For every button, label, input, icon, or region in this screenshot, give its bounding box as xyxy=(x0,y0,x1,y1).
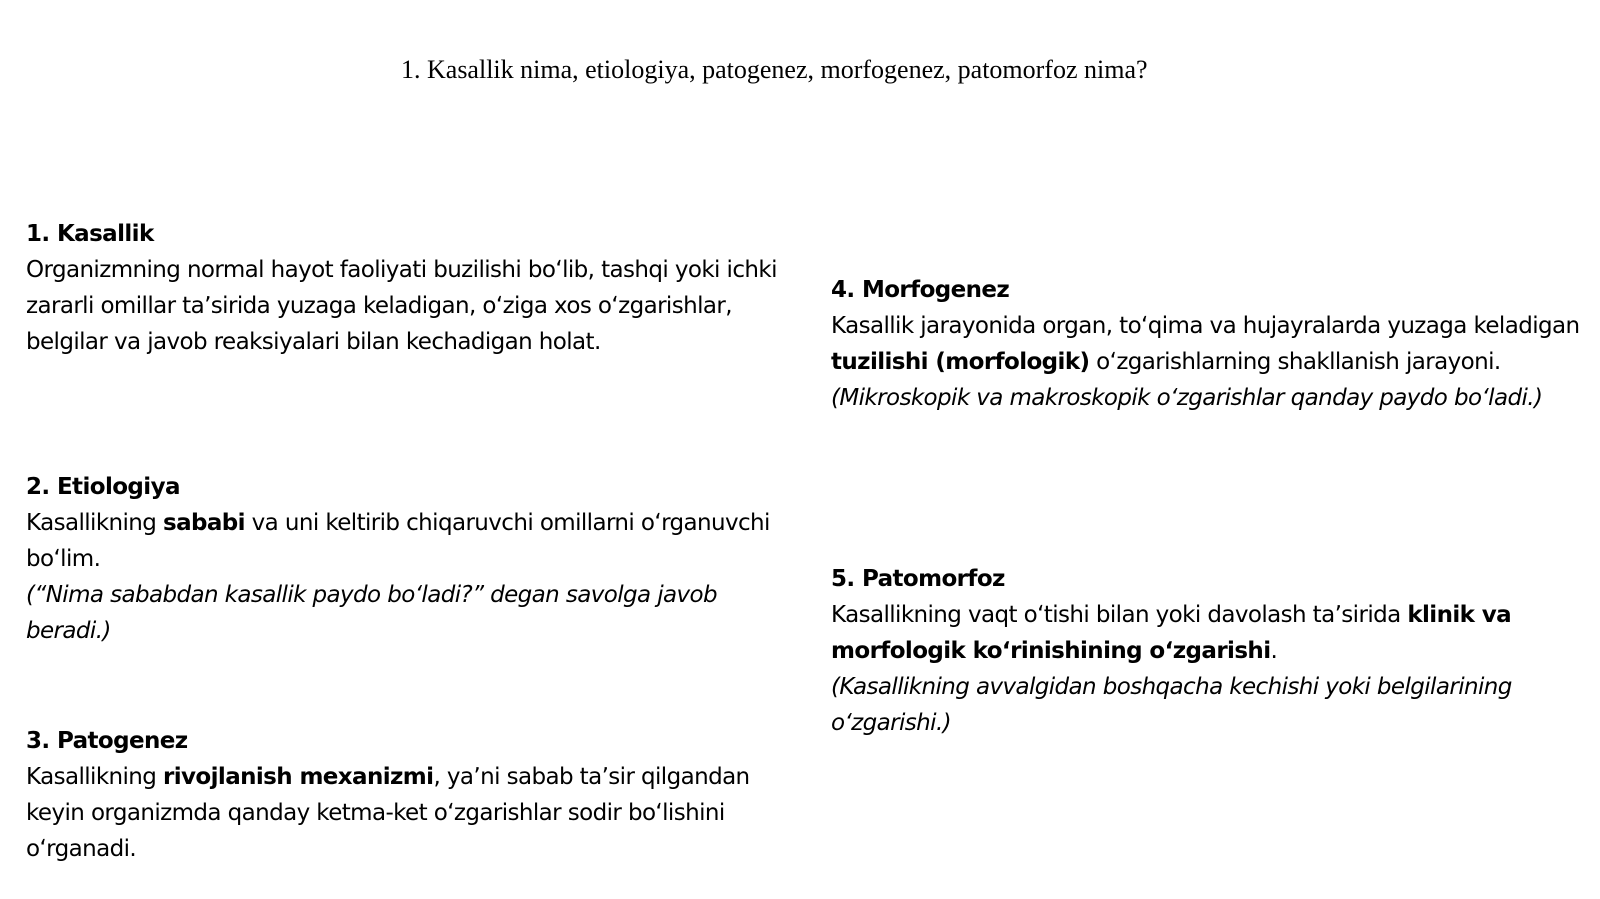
section-note xyxy=(26,577,806,649)
section-heading: 5. Patomorfoz xyxy=(831,566,1005,592)
body-text: Kasallik jarayonida organ, toʻqima va hujayralarda yuzaga keladigan xyxy=(831,313,1580,339)
body-text: Organizmning normal hayot faoliyati buzilishi boʻlib, tashqi yoki ichki zararli omillar taʼsirida yuzaga keladigan, oʻziga xos oʻzgarishlar, belgilar va javob reaksiyalari bilan kechadigan holat. xyxy=(26,257,777,355)
section-heading: 1. Kasallik xyxy=(26,221,154,247)
body-bold-text: tuzilishi (morfologik) xyxy=(831,349,1090,375)
note-text: (“Nima sababdan kasallik paydo boʻladi?” degan savolga javob beradi.) xyxy=(26,582,717,644)
body-text: Kasallikning vaqt oʻtishi bilan yoki davolash taʼsirida xyxy=(831,602,1408,628)
section-body xyxy=(26,505,806,577)
body-text: va uni keltirib chiqaruvchi omillarni oʻrganuvchi boʻlim. xyxy=(26,510,770,572)
section-heading: 3. Patogenez xyxy=(26,728,188,754)
section-heading: 2. Etiologiya xyxy=(26,474,180,500)
page-title: 1. Kasallik nima, etiologiya, patogenez, morfogenez, patomorfoz nima? xyxy=(401,55,1148,84)
body-bold-text: rivojlanish mexanizmi xyxy=(163,764,434,790)
section-body xyxy=(831,597,1591,669)
body-text: . xyxy=(1270,638,1278,664)
section-note xyxy=(831,669,1591,741)
section-patomorfoz xyxy=(831,561,1591,741)
section-patogenez xyxy=(26,723,806,867)
section-body xyxy=(831,308,1591,380)
section-note xyxy=(831,380,1591,416)
section-morfogenez xyxy=(831,272,1591,416)
section-kasallik xyxy=(26,216,806,360)
body-text: Kasallikning xyxy=(26,510,163,536)
note-text: (Mikroskopik va makroskopik oʻzgarishlar qanday paydo boʻladi.) xyxy=(831,385,1543,411)
note-text: (Kasallikning avvalgidan boshqacha kechishi yoki belgilarining oʻzgarishi.) xyxy=(831,674,1512,736)
body-bold-text: klinik va morfologik koʻrinishining oʻzgarishi xyxy=(831,602,1512,664)
section-body xyxy=(26,759,806,867)
section-heading: 4. Morfogenez xyxy=(831,277,1010,303)
body-bold-text: sababi xyxy=(163,510,245,536)
section-body xyxy=(26,252,806,360)
section-etiologiya xyxy=(26,469,806,649)
body-text: oʻzgarishlarning shakllanish jarayoni. xyxy=(1089,349,1501,375)
body-text: , yaʼni sabab taʼsir qilgandan keyin organizmda qanday ketma-ket oʻzgarishlar sodir boʻlishini oʻrganadi. xyxy=(26,764,750,862)
body-text: Kasallikning xyxy=(26,764,163,790)
